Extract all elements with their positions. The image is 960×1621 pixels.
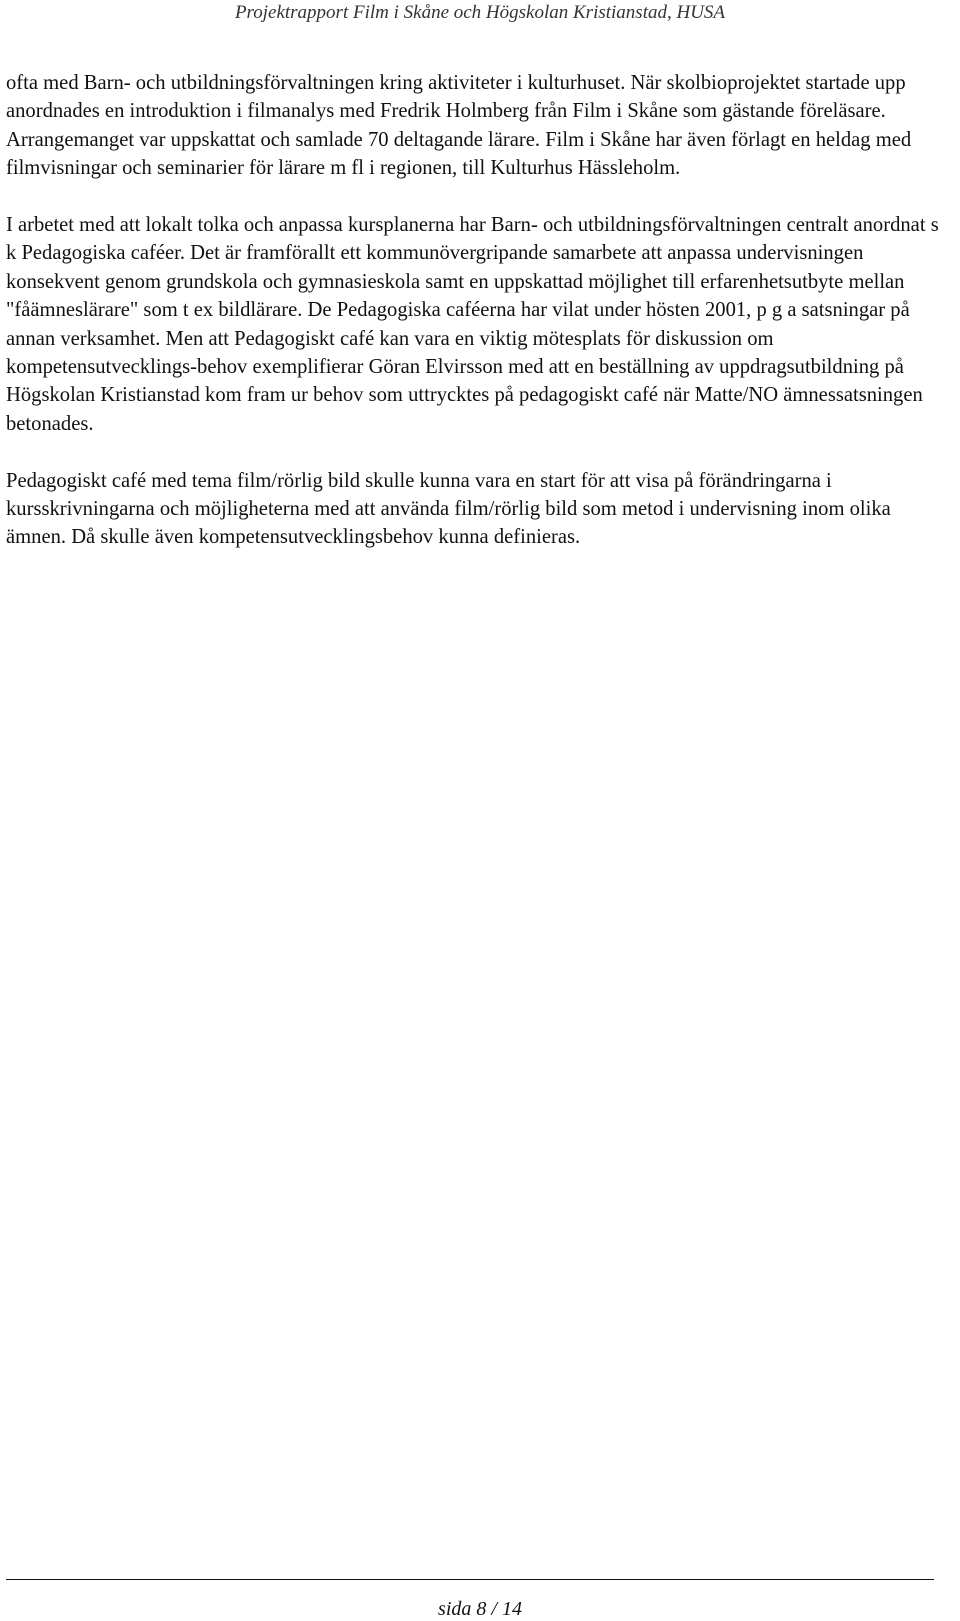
page-number: sida 8 / 14 <box>438 1598 522 1620</box>
running-title: Projektrapport Film i Skåne och Högskolan Kristianstad, HUSA <box>234 2 726 23</box>
page-header <box>0 0 960 25</box>
paragraph-pedagogiska-cafeer: I arbetet med att lokalt tolka och anpassa kursplanerna har Barn- och utbildningsförvaltningen centralt anordnat s k Pedagogiska caféer. Det är framförallt ett kommunövergripande samarbete att anpassa undervisningen konsekvent genom grundskola och gymnasieskola samt en uppskattad möjlighet till erfarenhetsutbyte mellan "fåämneslärare" som t ex bildlärare. De Pedagogiska caféerna har vilat under hösten 2001, p g a satsningar på annan verksamhet. Men att Pedagogiskt café kan vara en viktig mötesplats för diskussion om kompetensutvecklings-behov exemplifierar Göran Elvirsson med att en beställning av uppdragsutbildning på Högskolan Kristianstad kom fram ur behov som uttrycktes på pedagogiskt café när Matte/NO ämnessatsningen betonades. <box>6 214 939 435</box>
paragraph-kulturhus: ofta med Barn- och utbildningsförvaltningen kring aktiviteter i kulturhuset. När skolbioprojektet startade upp anordnades en introduktion i filmanalys med Fredrik Holmberg från Film i Skåne som gästande föreläsare. Arrangemanget var uppskattat och samlade 70 deltagande lärare. Film i Skåne har även förlagt en heldag med filmvisningar och seminarier för lärare m fl i regionen, till Kulturhus Hässleholm. <box>6 72 912 180</box>
paragraph-tema-film: Pedagogiskt café med tema film/rörlig bild skulle kunna vara en start för att visa på förändringarna i kursskrivningarna och möjligheterna med att använda film/rörlig bild som metod i undervisning inom olika ämnen. Då skulle även kompetensutvecklingsbehov kunna definieras. <box>6 469 891 549</box>
body-text <box>6 69 946 580</box>
footer-divider <box>6 1579 934 1580</box>
